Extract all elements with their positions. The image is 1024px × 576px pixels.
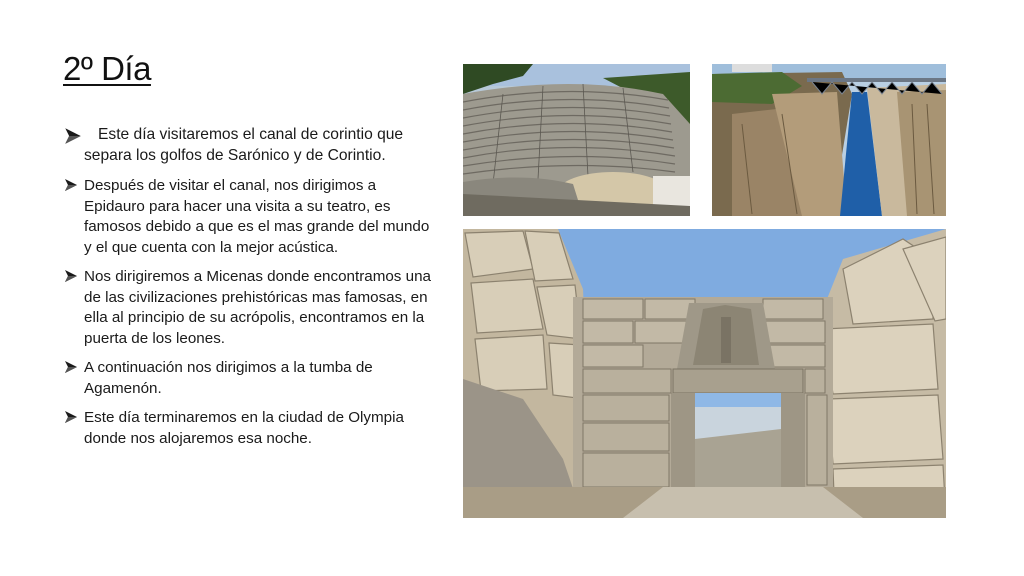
corinth-canal-photo — [712, 64, 946, 216]
arrow-bullet-icon — [64, 127, 82, 145]
bullet-item — [62, 176, 434, 258]
bullet-list — [62, 124, 434, 449]
arrow-bullet-icon — [64, 410, 78, 424]
arrow-bullet-icon — [64, 178, 78, 192]
epidaurus-theatre-photo — [463, 64, 690, 216]
bullet-item — [62, 267, 434, 349]
bullet-text: Nos dirigiremos a Micenas donde encontramos una de las civilizaciones prehistóricas mas famosas, en ella al principio de su acrópolis, encontramos en la puerta de los leones. — [84, 268, 431, 347]
bullet-text: Después de visitar el canal, nos dirigimos a Epidauro para hacer una visita a su teatro, es famosos debido a que es el mas grande del mundo y el que cuenta con la mejor acústica. — [84, 177, 430, 256]
lion-gate-mycenae-photo — [463, 229, 946, 518]
bullet-item — [62, 408, 434, 449]
arrow-bullet-icon — [64, 360, 78, 374]
bullet-item — [62, 124, 434, 166]
bullet-text: A continuación nos dirigimos a la tumba de Agamenón. — [84, 359, 373, 397]
slide-title: 2º Día — [63, 50, 151, 87]
bullet-text: Este día visitaremos el canal de corintio que separa los golfos de Sarónico y de Corintio. — [84, 126, 404, 164]
bullet-text: Este día terminaremos en la ciudad de Olympia donde nos alojaremos esa noche. — [84, 409, 404, 447]
bullet-item — [62, 358, 434, 399]
arrow-bullet-icon — [64, 269, 78, 283]
